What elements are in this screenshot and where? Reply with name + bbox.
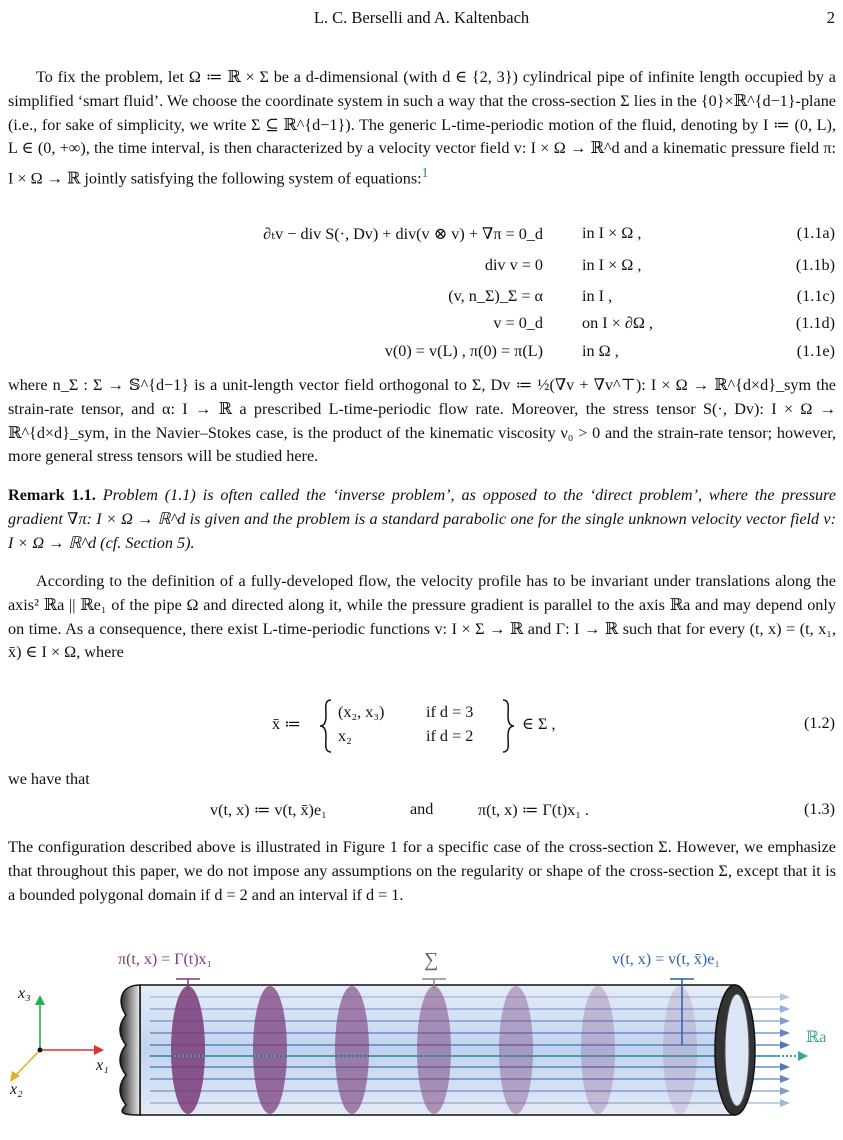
paragraph-intro-text: To fix the problem, let Ω ≔ ℝ × Σ be a d-dimensional (with d ∈ {2, 3}) cylindrical pipe of infinite length occupied by a simplified ‘smart fluid’. We choose the coordinate system in such a way that the cross-section Σ lies in the {0}×ℝ^{d−1}-plane (i.e., for sake of simplicity, we write Σ ⊆ ℝ^{d−1}). The generic L-time-periodic motion of the fluid, denoting by I ≔ (0, L), L ∈ (0, +∞), the time interval, is then characterized by a velocity vector field v: I × Ω → ℝ^d and a kinematic pressure field π: I × Ω → ℝ jointly satisfying the following system of equations: [8,68,836,188]
figure-label-pressure: π(t, x) = Γ(t)x₁ [118,951,213,968]
equation-rhs: ∈ Σ , [522,715,556,733]
case-condition: if d = 2 [426,727,474,745]
equation-1-1e [0,342,843,366]
axis-label-x1: x₁ [96,1057,109,1074]
flow-arrowheads [780,993,790,1107]
axis-arrowhead [798,1051,808,1061]
equation-number: (1.1b) [795,256,835,274]
equation-velocity: v(t, x) ≔ v(t, x̄)e₁ [210,801,327,819]
figure-label-axis: ℝa [806,1029,827,1046]
pipe-left-cap [120,985,140,1115]
remark-1-1 [8,484,836,555]
paragraph-fully-developed-text: According to the definition of a fully-developed flow, the velocity profile has to be invariant under translations along the axis² ℝa || ℝe₁ of the pipe Ω and directed along it, while the pressure gradient is parallel to the axis ℝa and may depend only on time. As a consequence, there exist L-time-periodic functions v: I × Σ → ℝ and Γ: I → ℝ such that for every (t, x) = (t, x₁, x̄) ∈ I × Ω, where [8,572,836,662]
case-row-1 [338,700,498,724]
case-condition: if d = 3 [426,703,474,721]
equation-number: (1.1c) [796,287,835,305]
equation-lhs: div v = 0 [484,256,543,274]
paragraph-intro [8,66,836,191]
case-value: x₂ [338,727,352,745]
equation-lhs: v(0) = v(L) , π(0) = π(L) [384,342,543,360]
remark-text: Problem (1.1) is often called the ‘inverse problem’, as opposed to the ‘direct problem’, where the pressure gradient ∇π: I × Ω → ℝ^d is given and the problem is a standard parabolic one for the single unknown velocity vector field v: I × Ω → ℝ^d (cf. Section 5). [8,486,837,552]
equation-domain: in I , [582,287,613,305]
equation-domain: in I × Ω , [582,256,642,274]
equation-number: (1.1a) [796,224,835,242]
pipe-diagram [0,945,843,1135]
remark-title: Remark 1.1. [8,486,96,504]
cases-block [338,700,498,748]
equation-lhs: (v, n_Σ)_Σ = α [448,287,543,305]
equation-number: (1.3) [803,800,835,818]
figure-label-sigma: ∑ [424,949,439,971]
pipe-right-opening [725,994,749,1106]
equation-domain: in Ω , [582,342,619,360]
paragraph-configuration [8,836,836,907]
figure-1-pipe [0,945,843,1135]
equation-number: (1.1e) [796,342,835,360]
equation-1-1c [0,287,843,311]
right-brace-icon [500,698,516,754]
figure-label-velocity: v(t, x) = v(t, x̄)e₁ [612,951,720,968]
header-authors: L. C. Berselli and A. Kaltenbach [313,8,530,27]
axis-label-x2: x₂ [10,1081,23,1098]
equation-and: and [410,800,434,818]
equation-1-1b [0,256,843,280]
equation-1-1d [0,314,843,338]
paragraph-definitions [8,374,836,469]
axis-label-x3: x₃ [18,985,31,1002]
running-header [0,8,843,32]
equation-lhs: x̄ ≔ [272,715,301,733]
paragraph-configuration-text: The configuration described above is illustrated in Figure 1 for a specific case of the cross-section Σ. However, we emphasize that throughout this paper, we do not impose any assumptions on the regularity or shape of the cross-section Σ, except that it is a bounded polygonal domain if d = 2 and an interval if d = 1. [8,838,836,904]
equation-lhs: ∂ₜv − div S(·, Dv) + div(v ⊗ v) + ∇π = 0_d [263,225,543,243]
coordinate-axes [10,995,104,1082]
equation-lhs: v = 0_d [493,314,543,332]
case-value: (x₂, x₃) [338,703,385,721]
paragraph-we-have [8,768,836,792]
equation-number: (1.2) [803,714,835,732]
equation-1-2 [0,696,843,756]
equation-domain: on I × ∂Ω , [582,314,653,332]
equation-1-3 [0,800,843,824]
left-brace-icon [318,698,334,754]
paragraph-definitions-text: where n_Σ : Σ → 𝕊^{d−1} is a unit-length vector field orthogonal to Σ, Dv ≔ ½(∇v + ∇v^⊤): I × Ω → ℝ^{d×d}_sym the strain-rate tensor, and α: I → ℝ a prescribed L-time-periodic flow rate. Moreover, the stress tensor S(·, Dv): I × Ω → ℝ^{d×d}_sym, in the Navier–Stokes case, is the product of the kinematic viscosity ν₀ > 0 and the strain-rate tensor; however, more general stress tensors will be studied here. [8,376,836,466]
footnote-marker-1[interactable]: 1 [421,165,429,181]
equation-domain: in I × Ω , [582,224,642,242]
case-row-2 [338,724,498,748]
equation-pressure: π(t, x) ≔ Γ(t)x₁ . [478,801,589,819]
paragraph-we-have-text: we have that [8,770,90,788]
page-number: 2 [826,8,835,27]
equation-number: (1.1d) [795,314,835,332]
paragraph-fully-developed [8,570,836,665]
equation-1-1a [0,224,843,248]
